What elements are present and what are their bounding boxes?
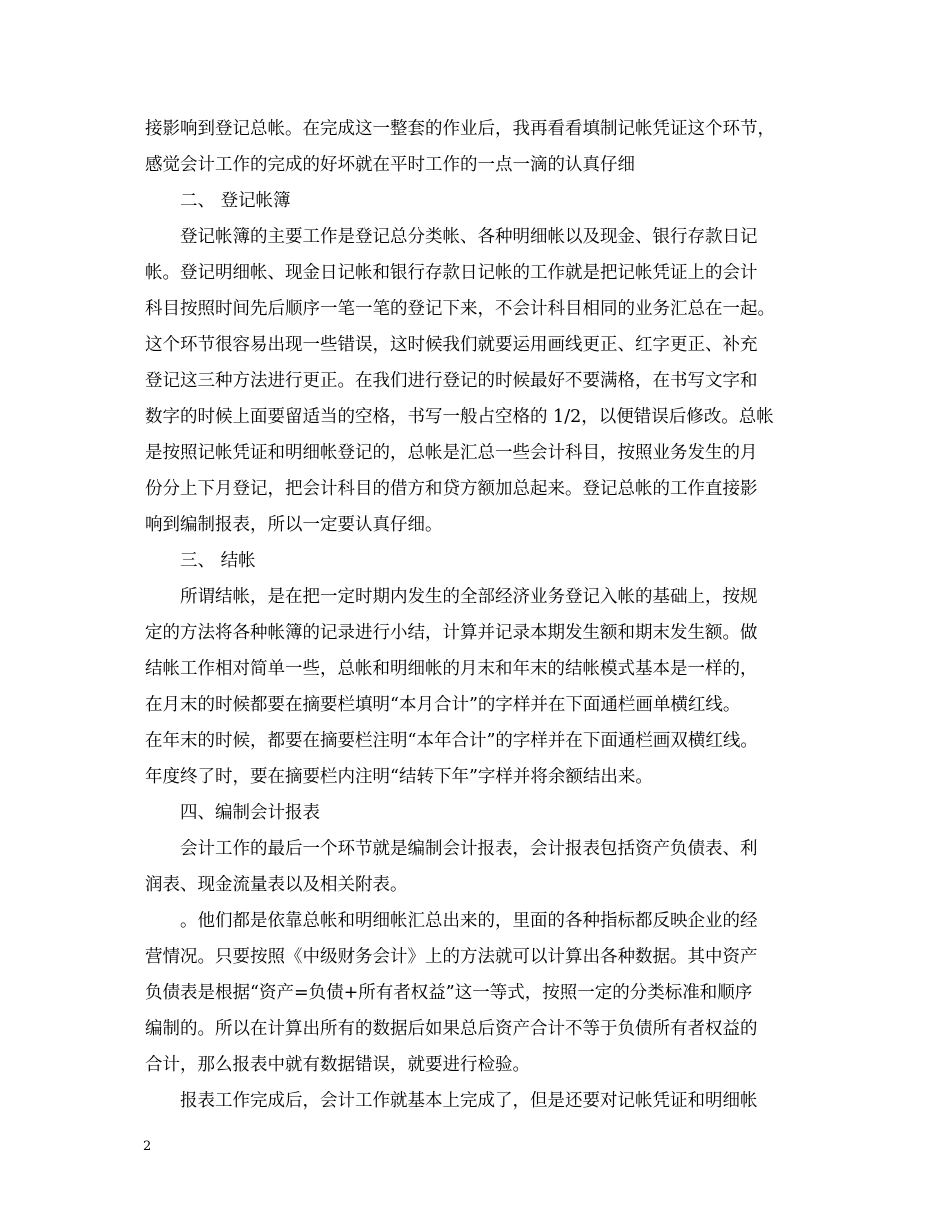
text-line: 是按照记帐凭证和明细帐登记的，总帐是汇总一些会计科目，按照业务发生的月 xyxy=(145,443,758,463)
text-line: 负债表是根据“资产=负债+所有者权益”这一等式，按照一定的分类标准和顺序 xyxy=(145,983,753,1003)
text-line: 响到编制报表，所以一定要认真仔细。 xyxy=(145,515,443,535)
text-line: 年度终了时，要在摘要栏内注明“结转下年”字样并将余额结出来。 xyxy=(145,767,653,787)
text-line: 报表工作完成后，会计工作就基本上完成了，但是还要对记帐凭证和明细帐 xyxy=(180,1091,758,1111)
text-line: 这个环节很容易出现一些错误，这时候我们就要运用画线更正、红字更正、补充 xyxy=(145,335,758,355)
text-line: 科目按照时间先后顺序一笔一笔的登记下来，不会计科目相同的业务汇总在一起。 xyxy=(145,299,775,319)
text-line: 定的方法将各种帐簿的记录进行小结，计算并记录本期发生额和期末发生额。做 xyxy=(145,623,758,643)
page-number: 2 xyxy=(143,1139,152,1154)
text-line: 数字的时候上面要留适当的空格，书写一般占空格的 1/2，以便错误后修改。总帐 xyxy=(145,407,774,427)
text-line: 润表、现金流量表以及相关附表。 xyxy=(145,875,408,895)
text-line: 会计工作的最后一个环节就是编制会计报表，会计报表包括资产负债表、利 xyxy=(180,839,758,859)
text-line: 感觉会计工作的完成的好坏就在平时工作的一点一滴的认真仔细 xyxy=(145,155,635,175)
text-line: 在月末的时候都要在摘要栏填明“本月合计”的字样并在下面通栏画单横红线。 xyxy=(145,695,741,715)
text-line: 在年末的时候，都要在摘要栏注明“本年合计”的字样并在下面通栏画双横红线。 xyxy=(145,731,758,751)
text-line: 帐。登记明细帐、现金日记帐和银行存款日记帐的工作就是把记帐凭证上的会计 xyxy=(145,263,758,283)
section-heading: 四、编制会计报表 xyxy=(180,803,320,823)
section-heading: 二、 登记帐簿 xyxy=(180,191,291,211)
text-line: 接影响到登记总帐。在完成这一整套的作业后，我再看看填制记帐凭证这个环节， xyxy=(145,119,775,139)
text-line: 合计，那么报表中就有数据错误，就要进行检验。 xyxy=(145,1055,530,1075)
text-line: 营情况。只要按照《中级财务会计》上的方法就可以计算出各种数据。其中资产 xyxy=(145,947,758,967)
text-line: 登记帐簿的主要工作是登记总分类帐、各种明细帐以及现金、银行存款日记 xyxy=(180,227,758,247)
text-line: 。他们都是依靠总帐和明细帐汇总出来的，里面的各种指标都反映企业的经 xyxy=(180,911,758,931)
text-line: 结帐工作相对简单一些，总帐和明细帐的月末和年末的结帐模式基本是一样的， xyxy=(145,659,758,679)
text-line: 所谓结帐，是在把一定时期内发生的全部经济业务登记入帐的基础上，按规 xyxy=(180,587,758,607)
section-heading: 三、 结帐 xyxy=(180,551,256,571)
text-line: 编制的。所以在计算出所有的数据后如果总后资产合计不等于负债所有者权益的 xyxy=(145,1019,758,1039)
text-line: 份分上下月登记，把会计科目的借方和贷方额加总起来。登记总帐的工作直接影 xyxy=(145,479,758,499)
text-line: 登记这三种方法进行更正。在我们进行登记的时候最好不要满格，在书写文字和 xyxy=(145,371,758,391)
